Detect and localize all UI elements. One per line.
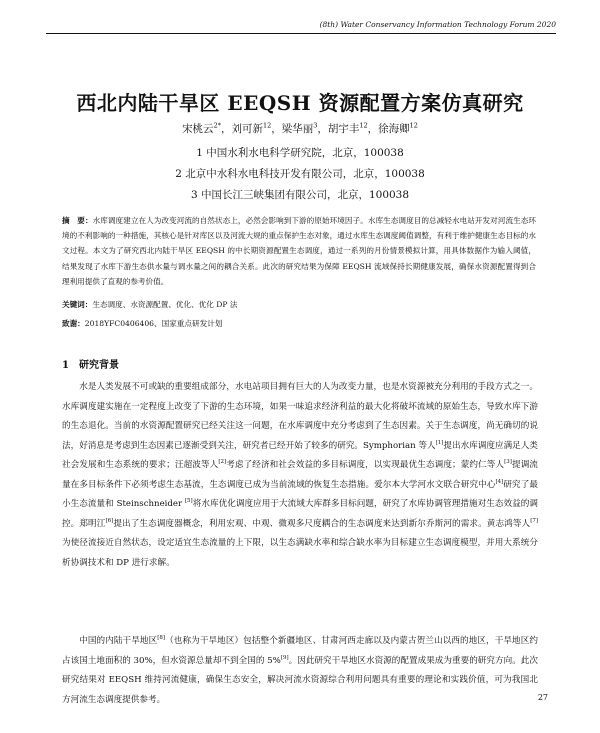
- page-number: 27: [537, 693, 548, 702]
- author-affiliation-mark: 12: [262, 121, 272, 130]
- section-heading: [62, 356, 119, 371]
- section-title: 研究背景: [78, 360, 119, 371]
- keywords-text: 生态调度、水资源配置、优化、优化 DP 法: [92, 300, 238, 309]
- citation-ref: [4]: [495, 478, 504, 485]
- keywords-label: 关键词：: [62, 300, 93, 309]
- author-name: 胡宇丰: [327, 123, 360, 135]
- author-list: 宋桃云$^{2*}$，刘可新$^{12}$，梁华丽$^3$，胡宇丰$^{12}$，徐海卿$^{12}$: [182, 121, 418, 135]
- body-paragraph-2: 中国的内陆干旱地区[8]（也称为干旱地区）包括整个新疆地区、甘肃河西走廊以及内蒙古贺兰山以西的地区，干旱地区约占该国土地面积的 30%，但水资源总量却不到全国的 5%[9]。因此研究干旱地区水资源的配置成果成为重要的研究方向。此次研究结果对 EEQSH 维持河流健康，确保生态安全，解决河流水资源综合利用问题具有重要的理论和实践价值，可为我国北方河流生态调度提供参考。: [62, 635, 538, 705]
- author-name: 徐海卿: [378, 123, 410, 135]
- author-name: 刘可新: [231, 123, 263, 135]
- abstract-text: 水库调度建立在人为改变河流的自然状态上，必然会影响到下游的原始环境因子。水库生态调度目的总减轻水电站开发对河流生态环境的不利影响的一种措施，其核心是针对库区以及河流大规的重点保护生态对象，通过水库生态调度阈值调整，有利于维护健康生态目标的水文过程。本文为了研究西北内陆干旱区 EEQSH 的中长期资源配置生态调度，通过一系列的月份情景模拟计算，用具体数据作为输入阈值，结果发现了水库下游生态供水量与调水量之间的耦合关系。此次的研究结果为保障 EEQSH 流域保持长期健康发展，确保水资源配置得到合理利用提供了直观的参考价值。: [62, 216, 537, 286]
- citation-ref: [5]: [184, 498, 193, 505]
- paper-title: 西北内陆干旱区 EEQSH 资源配置方案仿真研究: [76, 91, 524, 115]
- body-paragraph-1: 水是人类发展不可或缺的重要组成部分，水电站项目拥有巨大的人为改变力量，也是水资源被充分利用的手段方式之一。水库调度建实施在一定程度上改变了下游的生态环境，如果一味追求经济利益的最大化将破坏流域的原始生态，导致水库下游的生态退化。当前的水资源配置研究已经关注这一问题，在水库调度中充分考虑到了生态因素。关于生态调度，尚无确切的说法，好消息是考虑到生态因素已逐渐受到关注，研究者已经开始了较多的研究。Symphorian 等人[1]提出水库调度应满足人类社会发展和生态系统的要求；汪超波等人[2]考虑了经济和社会效益的多目标调度，以实现最优生态调度；蒙约仁等人[3]提调流量在多目标条件下必须考虑生态基流，生态调度已成为当前流域的恢复生态措施。爱尔本大学河水文联合研究中心[4]研究了最小生态流量和 Steinschneider [5]将水库优化调度应用于大流域大库群多目标问题，研究了水库协调管理措施对生态效益的调控。郑明江[6]提出了生态调度器概念，利用宏观、中观、微观多尺度耦合的生态调度来达到新尔乔斯河的需求。黄志鸿等人[7]为使径流接近自然状态，设定适宜生态流量的上下限，以生态满缺水率和综合缺水率为目标建立生态调度模型，并用大系统分析协调技术和 DP 进行求解。: [62, 382, 538, 568]
- author-affiliation-mark: 12: [409, 121, 418, 130]
- author-name: 宋桃云: [182, 123, 214, 135]
- keywords: [62, 299, 536, 310]
- author-affiliation-mark: 12: [359, 121, 368, 130]
- citation-ref: [1]: [435, 439, 444, 446]
- funding-label: 致谢：: [62, 319, 85, 328]
- affiliation-2: 2 北京中水科水电科技开发有限公司，北京，100038: [175, 168, 425, 180]
- section-number: 1: [62, 360, 69, 371]
- citation-ref: [7]: [530, 517, 538, 524]
- running-header: (8th) Water Conservancy Information Technology Forum 2020: [319, 20, 556, 29]
- header-rule: [46, 33, 556, 34]
- abstract-label: 摘 要：: [62, 216, 93, 225]
- author-affiliation-mark: 3: [313, 121, 318, 130]
- author-name: 梁华丽: [281, 123, 314, 135]
- citation-ref: [6]: [105, 517, 114, 524]
- citation-ref: [9]: [280, 654, 289, 661]
- funding-text: 2018YFC0406406、国家重点研发计划: [84, 319, 223, 328]
- affiliation-3: 3 中国长江三峡集团有限公司，北京，100038: [190, 189, 410, 201]
- citation-ref: [8]: [157, 635, 166, 642]
- funding: [62, 318, 536, 329]
- author-affiliation-mark: 2*: [213, 121, 221, 130]
- citation-ref: [3]: [504, 459, 512, 466]
- citation-ref: [2]: [218, 459, 227, 466]
- affiliation-1: 1 中国水利水电科学研究院，北京，100038: [196, 147, 404, 159]
- abstract: [62, 213, 536, 289]
